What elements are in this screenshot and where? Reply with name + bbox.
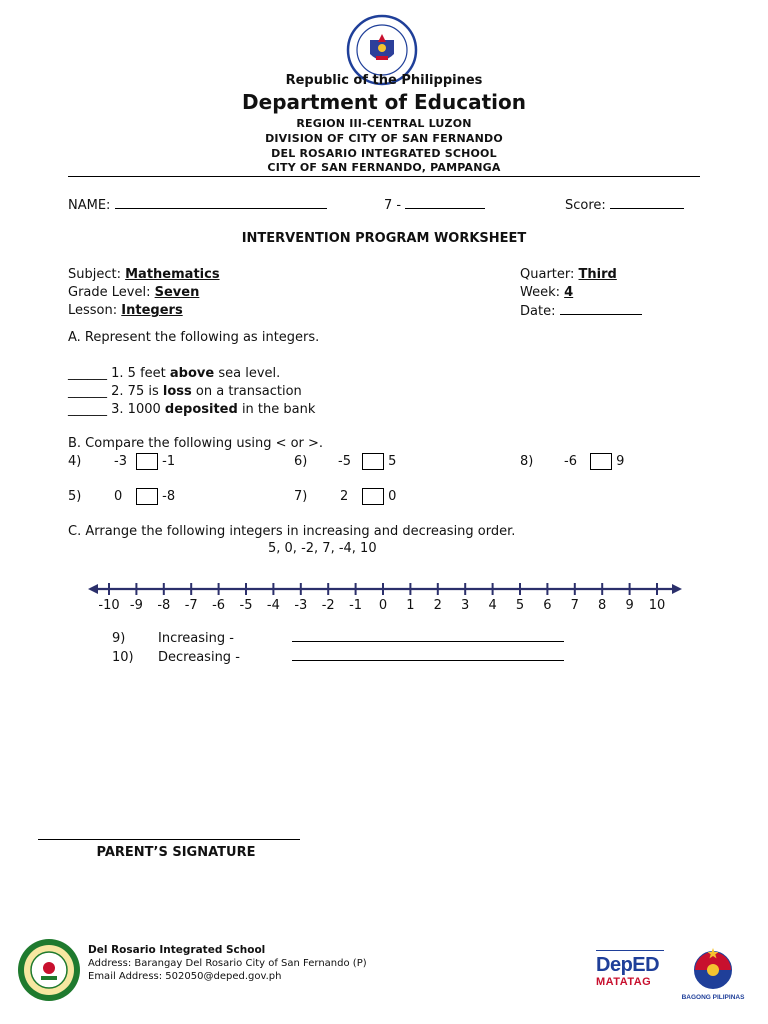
signature-line[interactable] — [38, 839, 300, 840]
number-line-label: -10 — [98, 598, 120, 613]
compare-right: -8 — [162, 489, 176, 504]
compare-left: -3 — [114, 454, 127, 469]
order-item-decreasing[interactable] — [112, 648, 564, 667]
quarter-label: Quarter: — [520, 267, 575, 282]
item-keyword: loss — [162, 384, 192, 399]
number-line-label: 2 — [433, 598, 442, 613]
number-line-label: 3 — [461, 598, 470, 613]
item-text-post: on a transaction — [195, 384, 302, 399]
order-label: Increasing - — [158, 631, 234, 646]
compare-left: -5 — [338, 454, 351, 469]
number-line-label: 0 — [378, 598, 388, 613]
quarter-row — [520, 266, 642, 284]
signature-label: PARENT’S SIGNATURE — [96, 845, 256, 860]
compare-right: 9 — [616, 454, 625, 469]
number-line — [88, 578, 682, 618]
info-right — [520, 266, 642, 321]
partA-item[interactable] — [68, 365, 315, 383]
grade-value: Seven — [154, 285, 200, 300]
header-city: CITY OF SAN FERNANDO, PAMPANGA — [267, 161, 501, 174]
bagong-pilipinas-text: BAGONG PILIPINAS — [681, 994, 745, 1001]
number-line-label: -8 — [157, 598, 171, 613]
footer-address: Address: Barangay Del Rosario City of San Fernando (P) — [88, 958, 367, 969]
score-field[interactable] — [565, 196, 684, 213]
compare-item — [68, 488, 175, 505]
header-department: Department of Education — [242, 90, 526, 114]
partC-numbers: 5, 0, -2, 7, -4, 10 — [268, 541, 377, 556]
week-label: Week: — [520, 285, 560, 300]
name-field[interactable] — [68, 196, 327, 213]
compare-right: 5 — [388, 454, 397, 469]
item-number: 10) — [112, 650, 134, 665]
item-text-pre: 3. 1000 — [111, 402, 161, 417]
section-label: 7 - — [384, 198, 402, 213]
header-division: DIVISION OF CITY OF SAN FERNANDO — [265, 132, 503, 145]
compare-answer-box[interactable] — [362, 453, 384, 470]
header-school: DEL ROSARIO INTEGRATED SCHOOL — [271, 147, 497, 160]
number-line-label: -2 — [321, 598, 335, 613]
week-row — [520, 284, 642, 302]
number-line-label: -3 — [294, 598, 308, 613]
answer-line[interactable] — [292, 648, 564, 661]
partA-item[interactable] — [68, 401, 315, 419]
number-line-label: 1 — [406, 598, 415, 613]
section-field[interactable] — [384, 196, 485, 213]
item-text-pre: 1. 5 feet — [111, 366, 166, 381]
partA-list — [68, 365, 315, 419]
answer-blank[interactable]: ______ — [68, 402, 107, 417]
worksheet-title: INTERVENTION PROGRAM WORKSHEET — [241, 231, 527, 246]
quarter-value: Third — [578, 267, 617, 282]
item-text-pre: 2. 75 is — [111, 384, 159, 399]
info-left — [68, 266, 220, 320]
compare-answer-box[interactable] — [136, 453, 158, 470]
arrow-left-icon — [88, 584, 98, 594]
week-value: 4 — [564, 285, 574, 300]
item-number: 6) — [294, 454, 308, 469]
compare-item — [68, 453, 175, 470]
item-number: 5) — [68, 489, 82, 504]
lesson-row — [68, 302, 220, 320]
date-blank[interactable] — [560, 302, 642, 315]
name-label: NAME: — [68, 198, 111, 213]
subject-row — [68, 266, 220, 284]
number-line-label: 6 — [543, 598, 552, 613]
date-row[interactable] — [520, 302, 642, 321]
header-republic: Republic of the Philippines — [285, 73, 483, 88]
compare-right: -1 — [162, 454, 176, 469]
number-line-label: 10 — [648, 598, 666, 613]
compare-left: -6 — [564, 454, 577, 469]
item-number: 4) — [68, 454, 82, 469]
partB-instruction: B. Compare the following using < or >. — [68, 436, 324, 451]
item-text-post: sea level. — [218, 366, 281, 381]
number-line-label: 9 — [625, 598, 634, 613]
order-label: Decreasing - — [158, 650, 240, 665]
date-label: Date: — [520, 304, 556, 319]
answer-line[interactable] — [292, 629, 564, 642]
compare-right: 0 — [388, 489, 397, 504]
subject-value: Mathematics — [125, 267, 220, 282]
compare-item — [294, 453, 396, 470]
item-number: 7) — [294, 489, 308, 504]
partC-instruction: C. Arrange the following integers in increasing and decreasing order. — [68, 524, 516, 539]
number-line-label: 5 — [515, 598, 525, 613]
score-blank[interactable] — [610, 196, 684, 209]
item-number: 8) — [520, 454, 534, 469]
number-line-label: -9 — [129, 598, 143, 613]
number-line-label: -4 — [266, 598, 280, 613]
subject-label: Subject: — [68, 267, 121, 282]
name-blank[interactable] — [115, 196, 327, 209]
lesson-label: Lesson: — [68, 303, 118, 318]
footer-school-name: Del Rosario Integrated School — [88, 944, 266, 956]
number-line-label: -7 — [184, 598, 198, 613]
header-region: REGION III-CENTRAL LUZON — [296, 117, 472, 130]
answer-blank[interactable]: ______ — [68, 366, 107, 381]
partA-item[interactable] — [68, 383, 315, 401]
compare-item — [520, 453, 624, 470]
deped-wordmark: DepED — [596, 954, 660, 976]
matatag-wordmark: MATATAG — [596, 976, 652, 988]
compare-left: 0 — [114, 489, 123, 504]
logo-rule — [596, 950, 664, 951]
deped-matatag-logo — [596, 950, 668, 998]
item-text-post: in the bank — [241, 402, 316, 417]
item-keyword: deposited — [164, 402, 238, 417]
compare-left: 2 — [340, 489, 349, 504]
grade-label: Grade Level: — [68, 285, 151, 300]
footer-info — [88, 944, 367, 983]
compare-answer-box[interactable] — [590, 453, 612, 470]
number-line-label: 7 — [570, 598, 579, 613]
order-item-increasing[interactable] — [112, 629, 564, 648]
partC-items — [112, 629, 564, 667]
answer-blank[interactable]: ______ — [68, 384, 107, 399]
number-line-label: 4 — [488, 598, 497, 613]
lesson-value: Integers — [121, 303, 183, 318]
compare-answer-box[interactable] — [136, 488, 158, 505]
number-line-label: 8 — [598, 598, 607, 613]
partA-instruction: A. Represent the following as integers. — [68, 330, 320, 345]
footer-email: Email Address: 502050@deped.gov.ph — [88, 971, 282, 982]
number-line-label: -6 — [212, 598, 226, 613]
section-blank[interactable] — [405, 196, 485, 209]
compare-item — [294, 488, 396, 505]
bagong-pilipinas-logo — [680, 946, 746, 1004]
score-label: Score: — [565, 198, 606, 213]
arrow-right-icon — [672, 584, 682, 594]
number-line-label: -1 — [349, 598, 363, 613]
header-divider — [68, 176, 700, 177]
school-logo — [16, 937, 82, 1003]
item-number: 9) — [112, 631, 126, 646]
number-line-label: -5 — [239, 598, 253, 613]
item-keyword: above — [169, 366, 215, 381]
compare-answer-box[interactable] — [362, 488, 384, 505]
grade-row — [68, 284, 220, 302]
